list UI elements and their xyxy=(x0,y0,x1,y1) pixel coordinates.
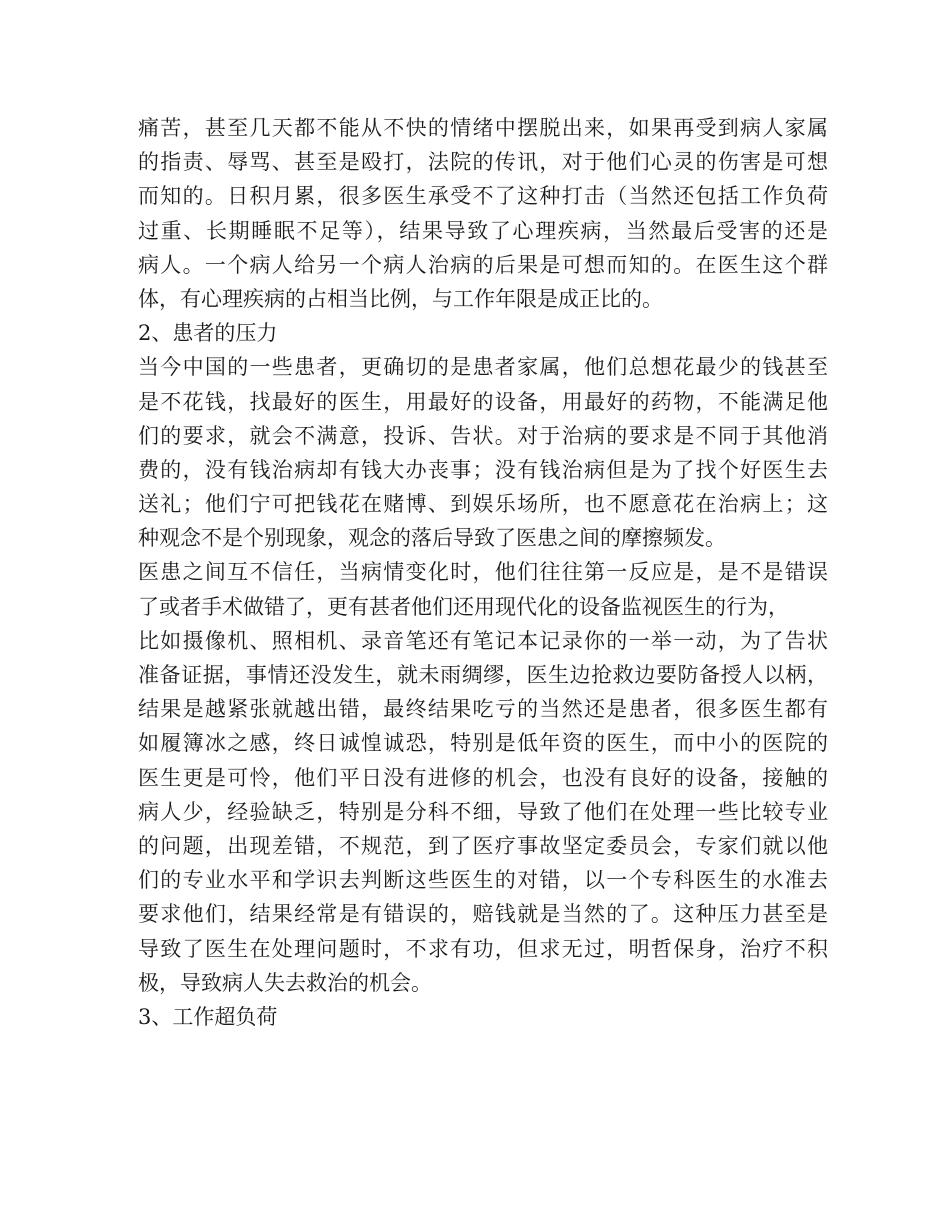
text-line: 费的，没有钱治病却有钱大办丧事；没有钱治病但是为了找个好医生去 xyxy=(138,457,828,482)
text-line: 病人。一个病人给另一个病人治病的后果是可想而知的。在医生这个群 xyxy=(138,252,828,277)
text-line: 们的要求，就会不满意，投诉、告状。对于治病的要求是不同于其他消 xyxy=(138,423,828,448)
text-line: 导致了医生在处理问题时，不求有功，但求无过，明哲保身，治疗不积 xyxy=(138,936,828,961)
text-line: 送礼；他们宁可把钱花在赌博、到娱乐场所，也不愿意花在治病上；这 xyxy=(138,492,828,517)
text-line: 而知的。日积月累，很多医生承受不了这种打击（当然还包括工作负荷 xyxy=(138,184,828,209)
section-heading: 3、工作超负荷 xyxy=(138,1004,278,1029)
text-line: 痛苦，甚至几天都不能从不快的情绪中摆脱出来，如果再受到病人家属 xyxy=(138,116,828,140)
text-line: 病人少，经验缺乏，特别是分科不细，导致了他们在处理一些比较专业 xyxy=(138,799,828,824)
text-line: 医患之间互不信任，当病情变化时，他们往往第一反应是，是不是错误 xyxy=(138,560,828,585)
text-line: 医生更是可怜，他们平日没有进修的机会，也没有良好的设备，接触的 xyxy=(138,765,828,790)
text-line: 比如摄像机、照相机、录音笔还有笔记本记录你的一举一动，为了告状 xyxy=(138,628,828,653)
text-line: 的指责、辱骂、甚至是殴打，法院的传讯，对于他们心灵的伤害是可想 xyxy=(138,150,828,175)
text-line: 们的专业水平和学识去判断这些医生的对错，以一个专科医生的水准去 xyxy=(138,868,828,893)
text-line: 是不花钱，找最好的医生，用最好的设备，用最好的药物，不能满足他 xyxy=(138,389,828,414)
document-body xyxy=(138,111,828,1034)
text-line: 当今中国的一些患者，更确切的是患者家属，他们总想花最少的钱甚至 xyxy=(138,355,828,380)
text-line: 极，导致病人失去救治的机会。 xyxy=(138,970,432,995)
text-line: 种观念不是个别现象，观念的落后导致了医患之间的摩擦频发。 xyxy=(138,526,726,551)
text-line: 过重、长期睡眠不足等），结果导致了心理疾病，当然最后受害的还是 xyxy=(138,218,828,243)
text-line: 要求他们，结果经常是有错误的，赔钱就是当然的了。这种压力甚至是 xyxy=(138,902,828,927)
text-line: 准备证据，事情还没发生，就未雨绸缪，医生边抢救边要防备授人以柄， xyxy=(138,663,828,687)
text-line: 的问题，出现差错，不规范，到了医疗事故坚定委员会，专家们就以他 xyxy=(138,833,828,858)
text-line: 了或者手术做错了，更有甚者他们还用现代化的设备监视医生的行为， xyxy=(138,594,789,619)
text-line: 体，有心理疾病的占相当比例，与工作年限是成正比的。 xyxy=(138,286,663,311)
text-line: 如履簿冰之感，终日诚惶诚恐，特别是低年资的医生，而中小的医院的 xyxy=(138,731,828,756)
text-line: 结果是越紧张就越出错，最终结果吃亏的当然还是患者，很多医生都有 xyxy=(138,697,828,722)
section-heading: 2、患者的压力 xyxy=(138,321,278,346)
